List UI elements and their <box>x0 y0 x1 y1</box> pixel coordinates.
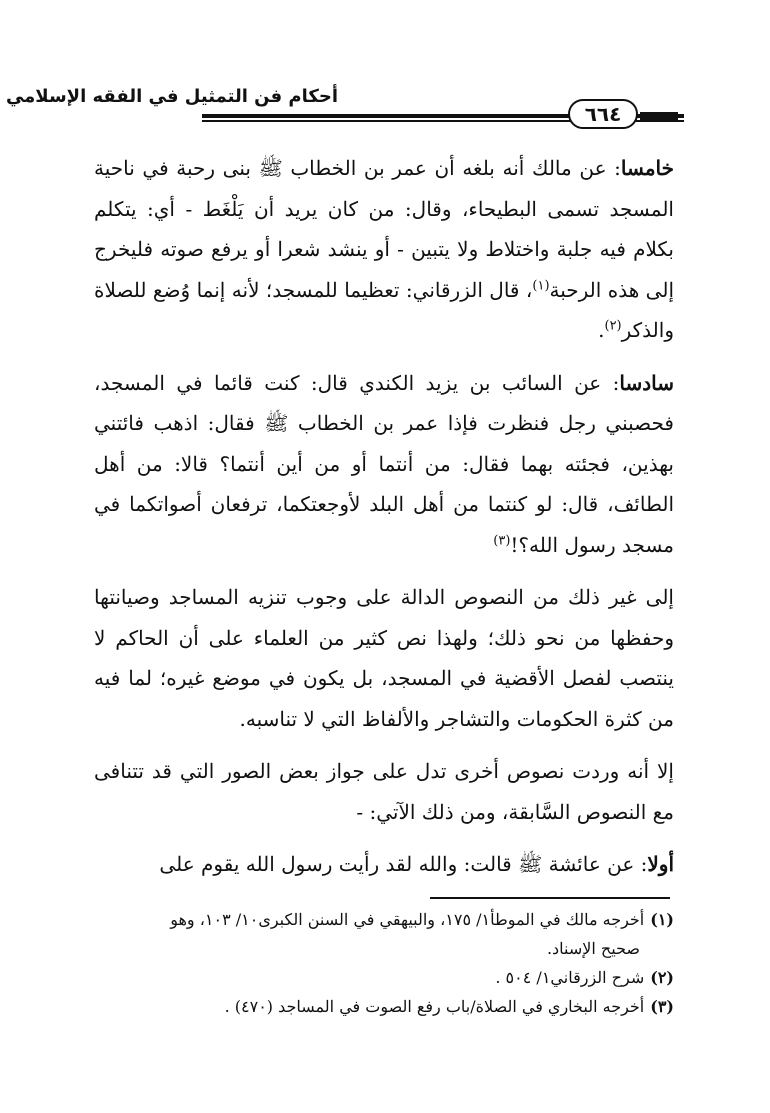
footnote-number: (٢) <box>650 968 674 987</box>
footnote-number: (٣) <box>650 997 674 1016</box>
footnote <box>74 905 674 934</box>
paragraph-text: : عن عائشة ﷺ قالت: والله لقد رأيت رسول الله يقوم على <box>159 852 648 876</box>
paragraph-text: ، قال الزرقاني: تعظيما للمسجد؛ لأنه إنما وُضع للصلاة والذكر <box>94 277 674 342</box>
main-text <box>94 148 674 897</box>
paragraph <box>94 751 674 832</box>
footnote-number: (١) <box>650 910 674 929</box>
paragraph-text: : عن السائب بن يزيد الكندي قال: كنت قائما في المسجد، فحصبني رجل فنظرت فإذا عمر بن الخطاب ﷺ فقال: اذهب فائتني بهذين، فجئته بهما فقال: من أنتما أو من أين أنتما؟ قالا: من أهل الطائف، قال: لو كنتما من أهل البلد لأوجعتكما، ترفعان أصواتكما في مسجد رسول الله؟! <box>94 370 674 557</box>
header-rule-left-thin <box>640 118 678 120</box>
footnote-separator <box>430 897 670 899</box>
paragraph <box>94 577 674 739</box>
footnote <box>74 963 674 992</box>
footnote <box>74 992 674 1021</box>
page-number: ٦٦٤ <box>584 102 622 126</box>
paragraph <box>94 148 674 351</box>
paragraph-lead: سادسا <box>619 370 674 395</box>
footnote-text: أخرجه مالك في الموطأ١/ ١٧٥، والبيهقي في السنن الكبرى١٠/ ١٠٣، وهو <box>170 910 645 929</box>
paragraph-text: إلى غير ذلك من النصوص الدالة على وجوب تنزيه المساجد وصيانتها وحفظها من نحو ذلك؛ ولهذا نص كثير من العلماء على أن الحاكم لا ينتصب لفصل الأقضية في المسجد، بل يكون في موضع غيره؛ لما فيه من كثرة الحكومات والتشاجر والألفاظ التي لا تناسبه. <box>94 585 674 731</box>
paragraph-text: إلا أنه وردت نصوص أخرى تدل على جواز بعض الصور التي قد تتنافى مع النصوص السَّابقة، ومن ذلك الآتي: - <box>94 759 674 824</box>
page-number-badge <box>568 99 638 129</box>
paragraph-text: . <box>598 318 605 342</box>
paragraph-lead: أولا <box>647 852 674 876</box>
running-header-title: أحكام فن التمثيل في الفقه الإسلامي <box>5 86 338 107</box>
paragraph <box>94 363 674 566</box>
paragraph <box>94 844 674 885</box>
header-rule-left <box>640 112 678 115</box>
footnote-continuation: صحيح الإسناد. <box>546 939 640 958</box>
footnote-ref: (٢) <box>604 318 622 334</box>
footnote-ref: (٣) <box>493 532 511 548</box>
paragraph-lead: خامسا <box>620 156 674 180</box>
footnote-text: أخرجه البخاري في الصلاة/باب رفع الصوت في المساجد (٤٧٠) . <box>224 997 645 1016</box>
footnotes <box>74 905 674 1021</box>
paragraph-text: : عن مالك أنه بلغه أن عمر بن الخطاب ﷺ بنى رحبة في ناحية المسجد تسمى البطيحاء، وقال: من كان يريد أن يَلْغَط - أي: يتكلم بكلام فيه جلبة واختلاط ولا يتبين - أو ينشد شعرا أو يرفع صوته فليخرج إلى هذه الرحبة <box>94 156 674 302</box>
footnote-text: شرح الزرقاني١/ ٥٠٤ . <box>495 968 645 987</box>
footnote-ref: (١) <box>532 277 550 293</box>
